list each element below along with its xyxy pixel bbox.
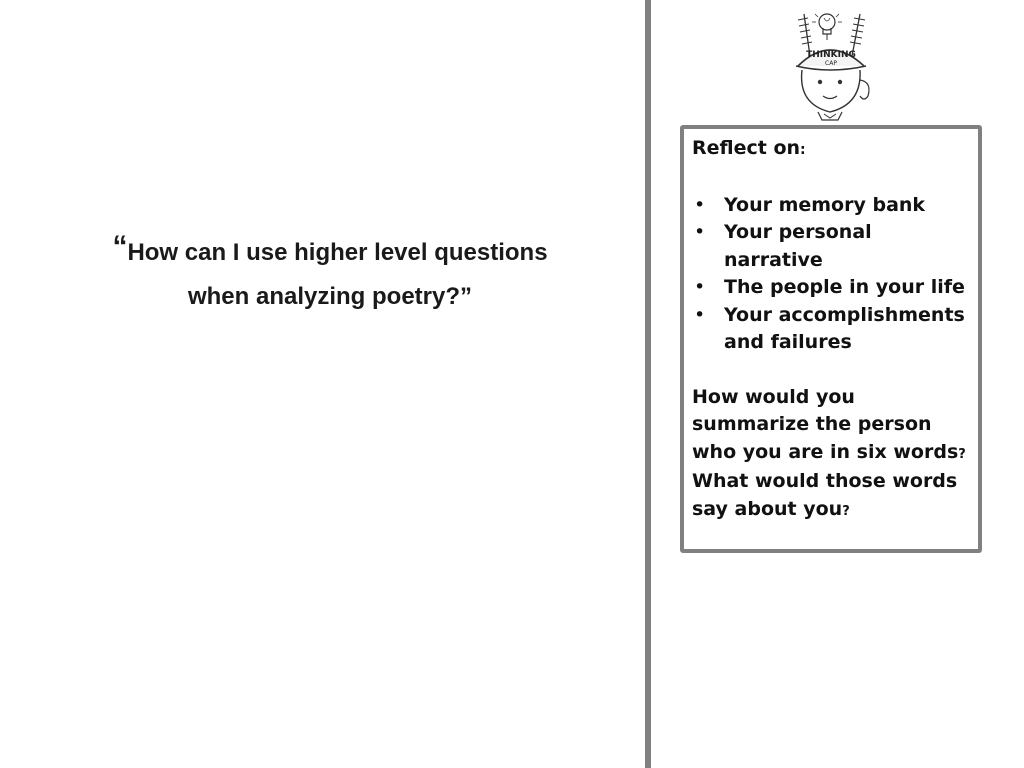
question-line-1-text: How can I use higher level questions: [127, 239, 548, 266]
reflect-prompt: [692, 384, 980, 526]
question-line-2: when analyzing poetry?”: [187, 283, 473, 310]
list-item: [692, 274, 968, 302]
prompt-part-2: What would those words say about you: [692, 440, 980, 520]
thinking-cap-icon: [782, 8, 882, 124]
vertical-divider: [645, 0, 651, 768]
central-question: [60, 225, 600, 319]
list-item-text: Your accomplishments and failures: [724, 303, 965, 353]
question-line-1: [60, 225, 600, 275]
bullet-icon: •: [694, 221, 706, 243]
reflect-heading-colon: :: [800, 142, 806, 158]
reflect-heading: [692, 135, 968, 165]
bullet-icon: •: [694, 193, 706, 216]
list-item-text: Your memory bank: [724, 193, 926, 216]
list-item: [692, 302, 968, 357]
prompt-question-mark-2: ?: [842, 503, 850, 519]
list-item: [692, 192, 968, 220]
reflect-heading-text: Reflect on: [692, 137, 801, 159]
bullet-icon: •: [694, 276, 706, 298]
cap-text-cap: CAP: [825, 60, 837, 67]
prompt-part-1: How would you summarize the person who you are in six words: [692, 385, 959, 463]
list-item-text: The people in your life: [724, 276, 965, 298]
reflect-list: [692, 192, 968, 357]
list-item: [692, 219, 968, 274]
reflect-box: [680, 125, 982, 553]
prompt-question-mark-1: ?: [958, 446, 966, 462]
reflect-content: [684, 129, 978, 525]
open-quote-mark: “: [112, 230, 128, 263]
bullet-icon: •: [694, 303, 706, 326]
cap-text-thinking: THINKING: [806, 50, 856, 60]
list-item-text: Your personal narrative: [724, 221, 872, 271]
